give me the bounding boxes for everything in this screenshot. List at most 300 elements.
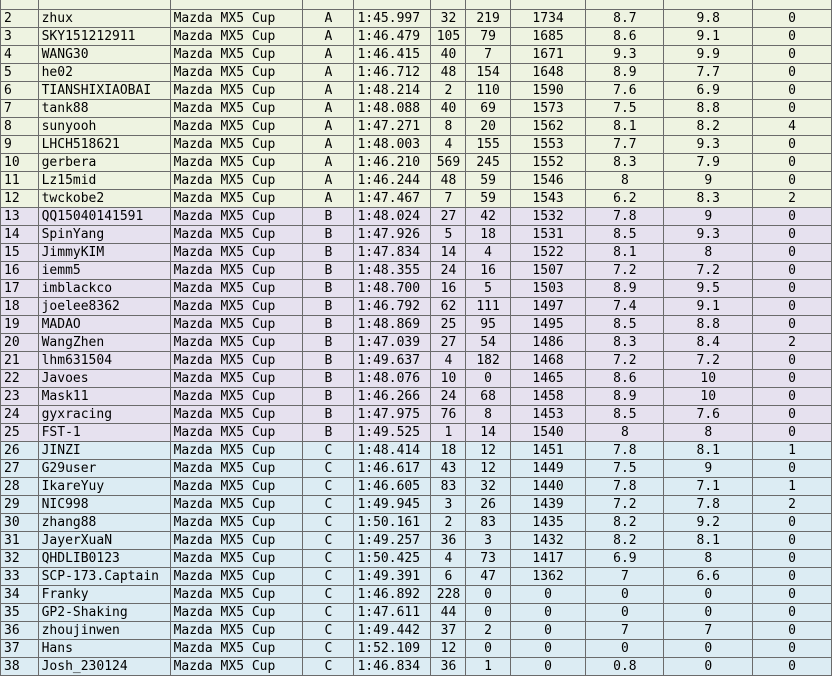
count-a-cell[interactable]: 24 (431, 388, 466, 406)
rank-cell[interactable]: 38 (1, 658, 39, 676)
count-b-cell[interactable]: 3 (466, 532, 510, 550)
rank-cell[interactable]: 20 (1, 334, 39, 352)
count-a-cell[interactable]: 14 (431, 244, 466, 262)
count-a-cell[interactable]: 40 (431, 100, 466, 118)
lap-time-cell[interactable]: 1:49.525 (354, 424, 431, 442)
lap-time-cell[interactable]: 1:48.214 (354, 82, 431, 100)
rank-cell[interactable]: 37 (1, 640, 39, 658)
car-model-cell[interactable]: Mazda MX5 Cup (170, 622, 303, 640)
count-c-cell[interactable]: 0 (753, 352, 832, 370)
group-cell[interactable]: A (303, 82, 354, 100)
lap-time-cell[interactable]: 1:47.975 (354, 406, 431, 424)
rating-b-cell[interactable]: 9.3 (664, 226, 753, 244)
lap-time-cell[interactable] (354, 0, 431, 10)
car-model-cell[interactable]: Mazda MX5 Cup (170, 586, 303, 604)
count-a-cell[interactable]: 36 (431, 532, 466, 550)
score-cell[interactable]: 1495 (510, 316, 586, 334)
driver-name-cell[interactable]: joelee8362 (38, 298, 170, 316)
driver-name-cell[interactable]: iemm5 (38, 262, 170, 280)
lap-time-cell[interactable]: 1:46.210 (354, 154, 431, 172)
driver-name-cell[interactable]: GP2-Shaking (38, 604, 170, 622)
rating-b-cell[interactable]: 10 (664, 370, 753, 388)
car-model-cell[interactable]: Mazda MX5 Cup (170, 568, 303, 586)
count-b-cell[interactable]: 111 (466, 298, 510, 316)
rating-b-cell[interactable]: 7.2 (664, 352, 753, 370)
group-cell[interactable]: B (303, 352, 354, 370)
rank-cell[interactable]: 33 (1, 568, 39, 586)
group-cell[interactable]: C (303, 478, 354, 496)
group-cell[interactable]: C (303, 442, 354, 460)
car-model-cell[interactable]: Mazda MX5 Cup (170, 370, 303, 388)
group-cell[interactable]: B (303, 316, 354, 334)
car-model-cell[interactable]: Mazda MX5 Cup (170, 172, 303, 190)
score-cell[interactable]: 1540 (510, 424, 586, 442)
rank-cell[interactable] (1, 0, 39, 10)
count-b-cell[interactable]: 0 (466, 586, 510, 604)
score-cell[interactable]: 0 (510, 622, 586, 640)
count-a-cell[interactable]: 18 (431, 442, 466, 460)
rating-a-cell[interactable]: 8.5 (586, 406, 664, 424)
score-cell[interactable]: 0 (510, 604, 586, 622)
driver-name-cell[interactable]: tank88 (38, 100, 170, 118)
car-model-cell[interactable]: Mazda MX5 Cup (170, 226, 303, 244)
rating-a-cell[interactable]: 7 (586, 568, 664, 586)
rating-a-cell[interactable]: 6.9 (586, 550, 664, 568)
rating-b-cell[interactable]: 7.8 (664, 496, 753, 514)
driver-name-cell[interactable]: TIANSHIXIAOBAI (38, 82, 170, 100)
group-cell[interactable]: B (303, 226, 354, 244)
score-cell[interactable]: 1497 (510, 298, 586, 316)
count-a-cell[interactable]: 25 (431, 316, 466, 334)
score-cell[interactable]: 1468 (510, 352, 586, 370)
count-c-cell[interactable]: 0 (753, 586, 832, 604)
score-cell[interactable]: 1546 (510, 172, 586, 190)
car-model-cell[interactable]: Mazda MX5 Cup (170, 298, 303, 316)
score-cell[interactable]: 1440 (510, 478, 586, 496)
lap-time-cell[interactable]: 1:48.024 (354, 208, 431, 226)
rating-b-cell[interactable]: 7.1 (664, 478, 753, 496)
rank-cell[interactable]: 17 (1, 280, 39, 298)
score-cell[interactable]: 0 (510, 658, 586, 676)
rank-cell[interactable]: 6 (1, 82, 39, 100)
rating-a-cell[interactable]: 8.5 (586, 226, 664, 244)
rating-b-cell[interactable] (664, 0, 753, 10)
count-b-cell[interactable]: 2 (466, 622, 510, 640)
rating-a-cell[interactable]: 0.8 (586, 658, 664, 676)
group-cell[interactable]: B (303, 262, 354, 280)
group-cell[interactable]: B (303, 244, 354, 262)
count-a-cell[interactable]: 48 (431, 172, 466, 190)
group-cell[interactable]: A (303, 118, 354, 136)
lap-time-cell[interactable]: 1:48.088 (354, 100, 431, 118)
driver-name-cell[interactable]: FST-1 (38, 424, 170, 442)
group-cell[interactable]: A (303, 154, 354, 172)
car-model-cell[interactable]: Mazda MX5 Cup (170, 28, 303, 46)
lap-time-cell[interactable]: 1:46.792 (354, 298, 431, 316)
lap-time-cell[interactable]: 1:49.945 (354, 496, 431, 514)
rating-b-cell[interactable]: 9 (664, 208, 753, 226)
car-model-cell[interactable]: Mazda MX5 Cup (170, 244, 303, 262)
lap-time-cell[interactable]: 1:47.271 (354, 118, 431, 136)
driver-name-cell[interactable]: IkareYuy (38, 478, 170, 496)
score-cell[interactable]: 1458 (510, 388, 586, 406)
car-model-cell[interactable]: Mazda MX5 Cup (170, 640, 303, 658)
rank-cell[interactable]: 34 (1, 586, 39, 604)
rating-b-cell[interactable]: 7.2 (664, 262, 753, 280)
group-cell[interactable]: A (303, 100, 354, 118)
count-c-cell[interactable]: 0 (753, 640, 832, 658)
group-cell[interactable]: C (303, 532, 354, 550)
driver-name-cell[interactable]: QHDLIB0123 (38, 550, 170, 568)
group-cell[interactable] (303, 0, 354, 10)
count-a-cell[interactable]: 4 (431, 352, 466, 370)
count-a-cell[interactable]: 76 (431, 406, 466, 424)
count-c-cell[interactable]: 0 (753, 424, 832, 442)
lap-time-cell[interactable]: 1:46.479 (354, 28, 431, 46)
count-b-cell[interactable]: 7 (466, 46, 510, 64)
rating-b-cell[interactable]: 9.1 (664, 28, 753, 46)
car-model-cell[interactable]: Mazda MX5 Cup (170, 280, 303, 298)
rating-b-cell[interactable]: 8 (664, 550, 753, 568)
count-a-cell[interactable]: 2 (431, 514, 466, 532)
lap-time-cell[interactable]: 1:46.244 (354, 172, 431, 190)
rank-cell[interactable]: 24 (1, 406, 39, 424)
score-cell[interactable]: 1573 (510, 100, 586, 118)
rank-cell[interactable]: 15 (1, 244, 39, 262)
rating-b-cell[interactable]: 10 (664, 388, 753, 406)
rating-b-cell[interactable]: 8.1 (664, 532, 753, 550)
rank-cell[interactable]: 8 (1, 118, 39, 136)
lap-time-cell[interactable]: 1:46.834 (354, 658, 431, 676)
car-model-cell[interactable]: Mazda MX5 Cup (170, 514, 303, 532)
driver-name-cell[interactable]: SKY151212911 (38, 28, 170, 46)
count-a-cell[interactable]: 83 (431, 478, 466, 496)
rating-b-cell[interactable]: 0 (664, 658, 753, 676)
count-c-cell[interactable]: 0 (753, 532, 832, 550)
count-c-cell[interactable]: 2 (753, 496, 832, 514)
group-cell[interactable]: A (303, 10, 354, 28)
lap-time-cell[interactable]: 1:50.161 (354, 514, 431, 532)
count-a-cell[interactable]: 2 (431, 82, 466, 100)
rating-a-cell[interactable]: 8 (586, 172, 664, 190)
rating-a-cell[interactable]: 7.8 (586, 208, 664, 226)
rank-cell[interactable]: 28 (1, 478, 39, 496)
count-b-cell[interactable]: 245 (466, 154, 510, 172)
group-cell[interactable]: B (303, 388, 354, 406)
car-model-cell[interactable] (170, 0, 303, 10)
count-a-cell[interactable]: 43 (431, 460, 466, 478)
count-c-cell[interactable]: 0 (753, 460, 832, 478)
group-cell[interactable]: A (303, 190, 354, 208)
score-cell[interactable]: 1648 (510, 64, 586, 82)
group-cell[interactable]: C (303, 658, 354, 676)
lap-time-cell[interactable]: 1:46.712 (354, 64, 431, 82)
rating-b-cell[interactable]: 0 (664, 604, 753, 622)
score-cell[interactable]: 1590 (510, 82, 586, 100)
count-b-cell[interactable]: 14 (466, 424, 510, 442)
car-model-cell[interactable]: Mazda MX5 Cup (170, 406, 303, 424)
car-model-cell[interactable]: Mazda MX5 Cup (170, 550, 303, 568)
lap-time-cell[interactable]: 1:49.391 (354, 568, 431, 586)
count-a-cell[interactable]: 27 (431, 208, 466, 226)
lap-time-cell[interactable]: 1:48.700 (354, 280, 431, 298)
rating-b-cell[interactable]: 8.8 (664, 316, 753, 334)
count-c-cell[interactable]: 0 (753, 64, 832, 82)
lap-time-cell[interactable]: 1:49.442 (354, 622, 431, 640)
count-b-cell[interactable]: 69 (466, 100, 510, 118)
group-cell[interactable]: C (303, 514, 354, 532)
rating-b-cell[interactable]: 9.3 (664, 136, 753, 154)
count-a-cell[interactable] (431, 0, 466, 10)
rating-a-cell[interactable]: 0 (586, 640, 664, 658)
rating-a-cell[interactable]: 8.2 (586, 532, 664, 550)
car-model-cell[interactable]: Mazda MX5 Cup (170, 532, 303, 550)
rating-a-cell[interactable]: 8.6 (586, 28, 664, 46)
driver-name-cell[interactable]: Lz15mid (38, 172, 170, 190)
score-cell[interactable]: 1671 (510, 46, 586, 64)
car-model-cell[interactable]: Mazda MX5 Cup (170, 82, 303, 100)
rating-b-cell[interactable]: 6.6 (664, 568, 753, 586)
count-c-cell[interactable]: 4 (753, 118, 832, 136)
rank-cell[interactable]: 12 (1, 190, 39, 208)
lap-time-cell[interactable]: 1:48.003 (354, 136, 431, 154)
count-b-cell[interactable]: 95 (466, 316, 510, 334)
count-a-cell[interactable]: 7 (431, 190, 466, 208)
group-cell[interactable]: A (303, 136, 354, 154)
count-c-cell[interactable]: 0 (753, 244, 832, 262)
count-c-cell[interactable]: 0 (753, 388, 832, 406)
driver-name-cell[interactable]: gyxracing (38, 406, 170, 424)
score-cell[interactable]: 1362 (510, 568, 586, 586)
count-c-cell[interactable]: 0 (753, 514, 832, 532)
count-a-cell[interactable]: 62 (431, 298, 466, 316)
rating-b-cell[interactable]: 0 (664, 640, 753, 658)
count-b-cell[interactable]: 47 (466, 568, 510, 586)
rank-cell[interactable]: 9 (1, 136, 39, 154)
car-model-cell[interactable]: Mazda MX5 Cup (170, 136, 303, 154)
rating-a-cell[interactable]: 8.9 (586, 388, 664, 406)
rating-b-cell[interactable]: 8.4 (664, 334, 753, 352)
count-b-cell[interactable]: 0 (466, 604, 510, 622)
rating-b-cell[interactable]: 6.9 (664, 82, 753, 100)
rating-b-cell[interactable]: 8.3 (664, 190, 753, 208)
count-a-cell[interactable]: 105 (431, 28, 466, 46)
count-c-cell[interactable]: 0 (753, 208, 832, 226)
group-cell[interactable]: C (303, 604, 354, 622)
count-c-cell[interactable]: 1 (753, 442, 832, 460)
rank-cell[interactable]: 13 (1, 208, 39, 226)
driver-name-cell[interactable]: sunyooh (38, 118, 170, 136)
car-model-cell[interactable]: Mazda MX5 Cup (170, 10, 303, 28)
score-cell[interactable]: 1486 (510, 334, 586, 352)
count-b-cell[interactable]: 155 (466, 136, 510, 154)
group-cell[interactable]: C (303, 640, 354, 658)
group-cell[interactable]: C (303, 586, 354, 604)
rank-cell[interactable]: 26 (1, 442, 39, 460)
rating-b-cell[interactable]: 8 (664, 244, 753, 262)
score-cell[interactable]: 1685 (510, 28, 586, 46)
driver-name-cell[interactable]: zhux (38, 10, 170, 28)
rating-a-cell[interactable]: 8.9 (586, 64, 664, 82)
count-b-cell[interactable]: 42 (466, 208, 510, 226)
rating-b-cell[interactable]: 9.5 (664, 280, 753, 298)
count-c-cell[interactable]: 0 (753, 406, 832, 424)
count-a-cell[interactable]: 37 (431, 622, 466, 640)
group-cell[interactable]: A (303, 46, 354, 64)
count-c-cell[interactable]: 2 (753, 190, 832, 208)
lap-time-cell[interactable]: 1:48.355 (354, 262, 431, 280)
rank-cell[interactable]: 32 (1, 550, 39, 568)
car-model-cell[interactable]: Mazda MX5 Cup (170, 424, 303, 442)
lap-time-cell[interactable]: 1:46.892 (354, 586, 431, 604)
rating-a-cell[interactable]: 7.2 (586, 352, 664, 370)
rating-a-cell[interactable]: 8.1 (586, 244, 664, 262)
rating-a-cell[interactable]: 7 (586, 622, 664, 640)
count-b-cell[interactable]: 54 (466, 334, 510, 352)
rank-cell[interactable]: 18 (1, 298, 39, 316)
score-cell[interactable]: 1449 (510, 460, 586, 478)
rating-b-cell[interactable]: 9 (664, 172, 753, 190)
rating-a-cell[interactable]: 7.8 (586, 442, 664, 460)
driver-name-cell[interactable]: SCP-173.Captain (38, 568, 170, 586)
count-c-cell[interactable]: 0 (753, 280, 832, 298)
count-c-cell[interactable]: 0 (753, 316, 832, 334)
lap-time-cell[interactable]: 1:52.109 (354, 640, 431, 658)
rank-cell[interactable]: 35 (1, 604, 39, 622)
rank-cell[interactable]: 11 (1, 172, 39, 190)
driver-name-cell[interactable]: JimmyKIM (38, 244, 170, 262)
rank-cell[interactable]: 19 (1, 316, 39, 334)
rating-b-cell[interactable]: 8.8 (664, 100, 753, 118)
rank-cell[interactable]: 31 (1, 532, 39, 550)
driver-name-cell[interactable]: G29user (38, 460, 170, 478)
driver-name-cell[interactable]: imblackco (38, 280, 170, 298)
count-b-cell[interactable]: 0 (466, 370, 510, 388)
rating-b-cell[interactable]: 0 (664, 586, 753, 604)
rating-b-cell[interactable]: 9.1 (664, 298, 753, 316)
lap-time-cell[interactable]: 1:46.266 (354, 388, 431, 406)
group-cell[interactable]: B (303, 406, 354, 424)
score-cell[interactable]: 1532 (510, 208, 586, 226)
car-model-cell[interactable]: Mazda MX5 Cup (170, 352, 303, 370)
count-b-cell[interactable]: 4 (466, 244, 510, 262)
car-model-cell[interactable]: Mazda MX5 Cup (170, 658, 303, 676)
car-model-cell[interactable]: Mazda MX5 Cup (170, 442, 303, 460)
rating-a-cell[interactable]: 7.4 (586, 298, 664, 316)
rating-b-cell[interactable]: 7.9 (664, 154, 753, 172)
lap-time-cell[interactable]: 1:48.869 (354, 316, 431, 334)
count-a-cell[interactable]: 5 (431, 226, 466, 244)
driver-name-cell[interactable]: WangZhen (38, 334, 170, 352)
count-b-cell[interactable]: 73 (466, 550, 510, 568)
count-c-cell[interactable]: 0 (753, 10, 832, 28)
count-c-cell[interactable]: 0 (753, 622, 832, 640)
count-b-cell[interactable]: 68 (466, 388, 510, 406)
count-b-cell[interactable]: 182 (466, 352, 510, 370)
rank-cell[interactable]: 7 (1, 100, 39, 118)
driver-name-cell[interactable]: lhm631504 (38, 352, 170, 370)
rating-b-cell[interactable]: 7.6 (664, 406, 753, 424)
score-cell[interactable]: 0 (510, 586, 586, 604)
rank-cell[interactable]: 4 (1, 46, 39, 64)
rating-a-cell[interactable]: 8 (586, 424, 664, 442)
driver-name-cell[interactable] (38, 0, 170, 10)
score-cell[interactable]: 1507 (510, 262, 586, 280)
count-c-cell[interactable]: 0 (753, 370, 832, 388)
count-c-cell[interactable]: 1 (753, 478, 832, 496)
count-b-cell[interactable]: 0 (466, 640, 510, 658)
score-cell[interactable] (510, 0, 586, 10)
group-cell[interactable]: C (303, 568, 354, 586)
car-model-cell[interactable]: Mazda MX5 Cup (170, 604, 303, 622)
rating-b-cell[interactable]: 8.2 (664, 118, 753, 136)
count-c-cell[interactable]: 0 (753, 136, 832, 154)
count-b-cell[interactable]: 154 (466, 64, 510, 82)
rating-b-cell[interactable]: 8.1 (664, 442, 753, 460)
score-cell[interactable]: 1562 (510, 118, 586, 136)
rating-a-cell[interactable]: 7.2 (586, 496, 664, 514)
lap-time-cell[interactable]: 1:47.039 (354, 334, 431, 352)
count-a-cell[interactable]: 569 (431, 154, 466, 172)
lap-time-cell[interactable]: 1:49.257 (354, 532, 431, 550)
driver-name-cell[interactable]: SpinYang (38, 226, 170, 244)
count-b-cell[interactable]: 20 (466, 118, 510, 136)
count-c-cell[interactable]: 0 (753, 172, 832, 190)
driver-name-cell[interactable]: Javoes (38, 370, 170, 388)
car-model-cell[interactable]: Mazda MX5 Cup (170, 64, 303, 82)
count-a-cell[interactable]: 4 (431, 550, 466, 568)
score-cell[interactable]: 1453 (510, 406, 586, 424)
rating-a-cell[interactable]: 7.5 (586, 460, 664, 478)
rank-cell[interactable]: 30 (1, 514, 39, 532)
rating-a-cell[interactable]: 7.6 (586, 82, 664, 100)
rank-cell[interactable]: 5 (1, 64, 39, 82)
group-cell[interactable]: A (303, 172, 354, 190)
score-cell[interactable]: 1417 (510, 550, 586, 568)
rating-b-cell[interactable]: 9.2 (664, 514, 753, 532)
rating-a-cell[interactable]: 8.5 (586, 316, 664, 334)
count-c-cell[interactable]: 0 (753, 658, 832, 676)
count-b-cell[interactable]: 79 (466, 28, 510, 46)
car-model-cell[interactable]: Mazda MX5 Cup (170, 118, 303, 136)
score-cell[interactable]: 1543 (510, 190, 586, 208)
group-cell[interactable]: B (303, 424, 354, 442)
count-c-cell[interactable]: 0 (753, 154, 832, 172)
count-b-cell[interactable]: 110 (466, 82, 510, 100)
rank-cell[interactable]: 36 (1, 622, 39, 640)
group-cell[interactable]: C (303, 550, 354, 568)
lap-time-cell[interactable]: 1:49.637 (354, 352, 431, 370)
driver-name-cell[interactable]: Hans (38, 640, 170, 658)
driver-name-cell[interactable]: he02 (38, 64, 170, 82)
count-c-cell[interactable]: 0 (753, 604, 832, 622)
score-cell[interactable]: 0 (510, 640, 586, 658)
lap-time-cell[interactable]: 1:47.834 (354, 244, 431, 262)
score-cell[interactable]: 1531 (510, 226, 586, 244)
rating-b-cell[interactable]: 8 (664, 424, 753, 442)
car-model-cell[interactable]: Mazda MX5 Cup (170, 478, 303, 496)
rating-a-cell[interactable]: 8.3 (586, 334, 664, 352)
score-cell[interactable]: 1553 (510, 136, 586, 154)
driver-name-cell[interactable]: Franky (38, 586, 170, 604)
lap-time-cell[interactable]: 1:47.467 (354, 190, 431, 208)
driver-name-cell[interactable]: Josh_230124 (38, 658, 170, 676)
count-c-cell[interactable]: 0 (753, 568, 832, 586)
rank-cell[interactable]: 27 (1, 460, 39, 478)
lap-time-cell[interactable]: 1:47.926 (354, 226, 431, 244)
driver-name-cell[interactable]: twckobe2 (38, 190, 170, 208)
driver-name-cell[interactable]: gerbera (38, 154, 170, 172)
